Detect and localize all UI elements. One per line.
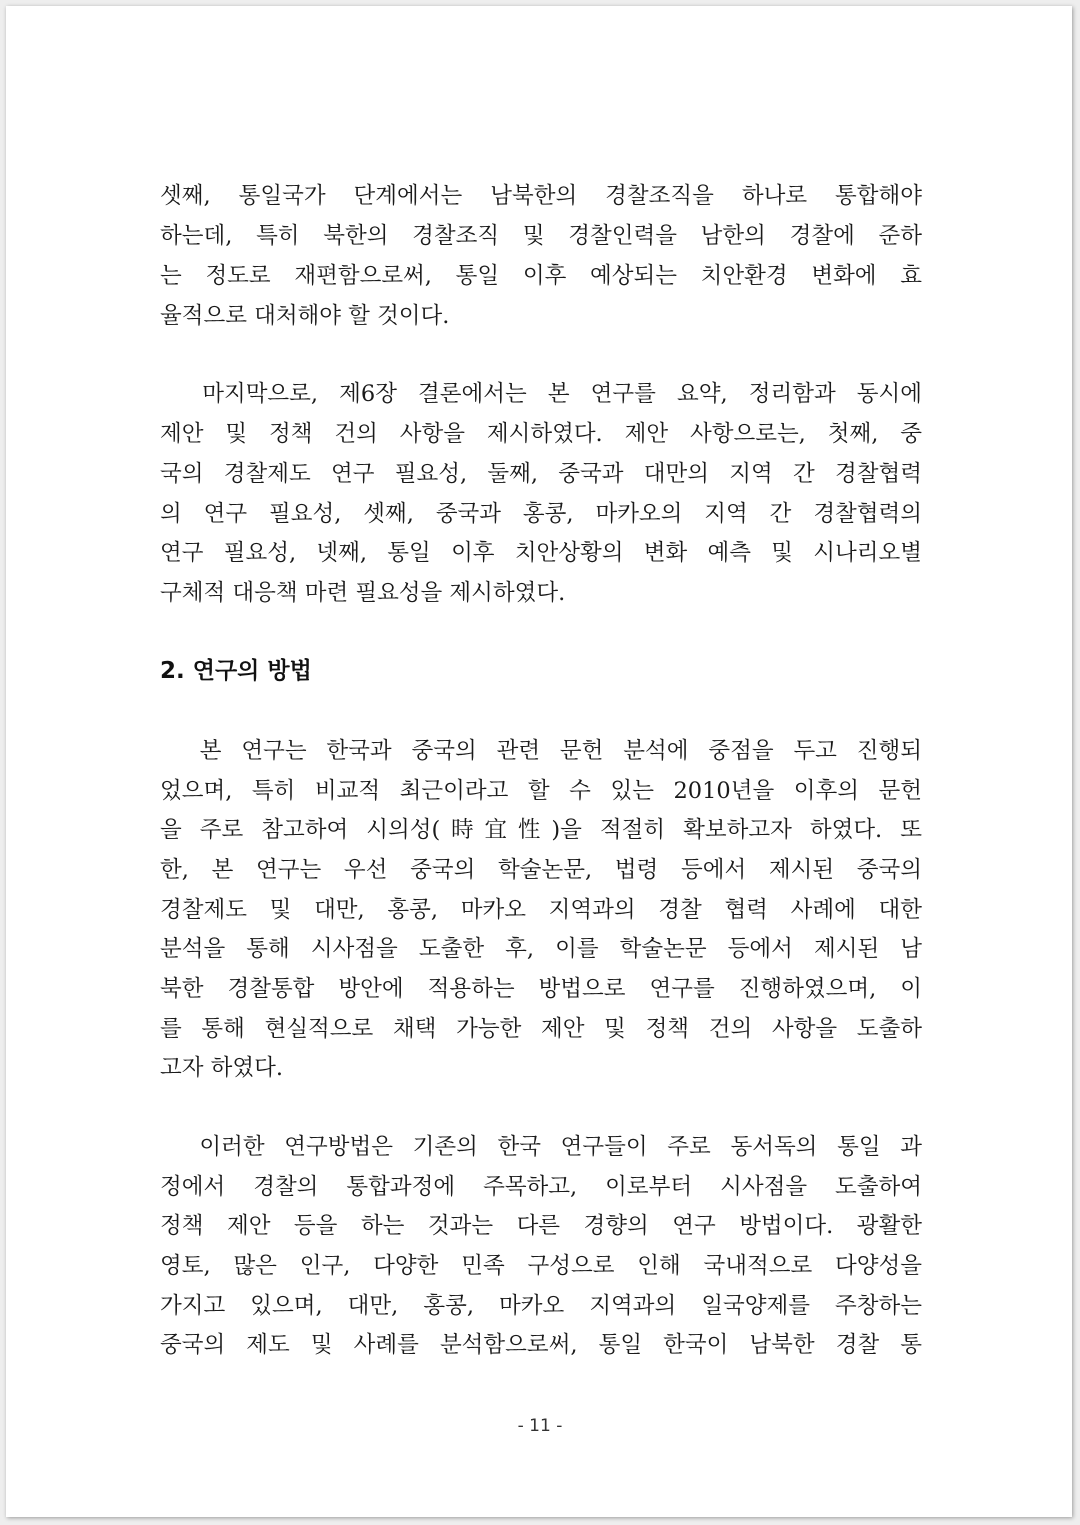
paragraph-4-line-5: 가지고 있으며, 대만, 홍콩, 마카오 지역과의 일국양제를 주창하는 xyxy=(160,1293,922,1319)
paragraph-4-line-3: 정책 제안 등을 하는 것과는 다른 경향의 연구 방법이다. 광활한 xyxy=(160,1213,922,1239)
paragraph-3-line-4: 한, 본 연구는 우선 중국의 학술논문, 법령 등에서 제시된 중국의 xyxy=(160,857,922,883)
paragraph-3-line-1: 본 연구는 한국과 중국의 관련 문헌 분석에 중점을 두고 진행되 xyxy=(160,738,922,764)
paragraph-3-line-9: 고자 하였다. xyxy=(160,1055,283,1081)
paragraph-3-line-5: 경찰제도 및 대만, 홍콩, 마카오 지역과의 경찰 협력 사례에 대한 xyxy=(160,897,922,923)
paragraph-2-line-5: 연구 필요성, 넷째, 통일 이후 치안상황의 변화 예측 및 시나리오별 xyxy=(160,540,922,566)
paragraph-2-line-2: 제안 및 정책 건의 사항을 제시하였다. 제안 사항으로는, 첫째, 중 xyxy=(160,421,922,447)
paragraph-1-line-4: 율적으로 대처해야 할 것이다. xyxy=(160,303,450,329)
paragraph-3-line-3: 을 주로 참고하여 시의성(時宜性)을 적절히 확보하고자 하였다. 또 xyxy=(160,817,922,843)
paragraph-1-line-3: 는 정도로 재편함으로써, 통일 이후 예상되는 치안환경 변화에 효 xyxy=(160,263,922,289)
section-heading: 2. 연구의 방법 xyxy=(160,658,312,684)
paragraph-2-line-3: 국의 경찰제도 연구 필요성, 둘째, 중국과 대만의 지역 간 경찰협력 xyxy=(160,461,922,487)
paragraph-2-line-6: 구체적 대응책 마련 필요성을 제시하였다. xyxy=(160,580,566,606)
paragraph-3-line-2: 었으며, 특히 비교적 최근이라고 할 수 있는 2010년을 이후의 문헌 xyxy=(160,778,922,804)
paragraph-3-line-8: 를 통해 현실적으로 채택 가능한 제안 및 정책 건의 사항을 도출하 xyxy=(160,1016,922,1042)
paragraph-3-line-6: 분석을 통해 시사점을 도출한 후, 이를 학술논문 등에서 제시된 남 xyxy=(160,936,922,962)
paragraph-4-line-4: 영토, 많은 인구, 다양한 민족 구성으로 인해 국내적으로 다양성을 xyxy=(160,1253,922,1279)
paragraph-4-line-1: 이러한 연구방법은 기존의 한국 연구들이 주로 동서독의 통일 과 xyxy=(160,1134,922,1160)
paragraph-3-line-7: 북한 경찰통합 방안에 적용하는 방법으로 연구를 진행하였으며, 이 xyxy=(160,976,922,1002)
paragraph-1-line-2: 하는데, 특히 북한의 경찰조직 및 경찰인력을 남한의 경찰에 준하 xyxy=(160,223,922,249)
page-number: - 11 - xyxy=(517,1416,563,1436)
paragraph-4-line-6: 중국의 제도 및 사례를 분석함으로써, 통일 한국이 남북한 경찰 통 xyxy=(160,1332,922,1358)
paragraph-2-line-1: 마지막으로, 제6장 결론에서는 본 연구를 요약, 정리함과 동시에 xyxy=(160,381,922,407)
paragraph-1-line-1: 셋째, 통일국가 단계에서는 남북한의 경찰조직을 하나로 통합해야 xyxy=(160,183,922,209)
paragraph-4-line-2: 정에서 경찰의 통합과정에 주목하고, 이로부터 시사점을 도출하여 xyxy=(160,1174,922,1200)
paragraph-2-line-4: 의 연구 필요성, 셋째, 중국과 홍콩, 마카오의 지역 간 경찰협력의 xyxy=(160,501,922,527)
